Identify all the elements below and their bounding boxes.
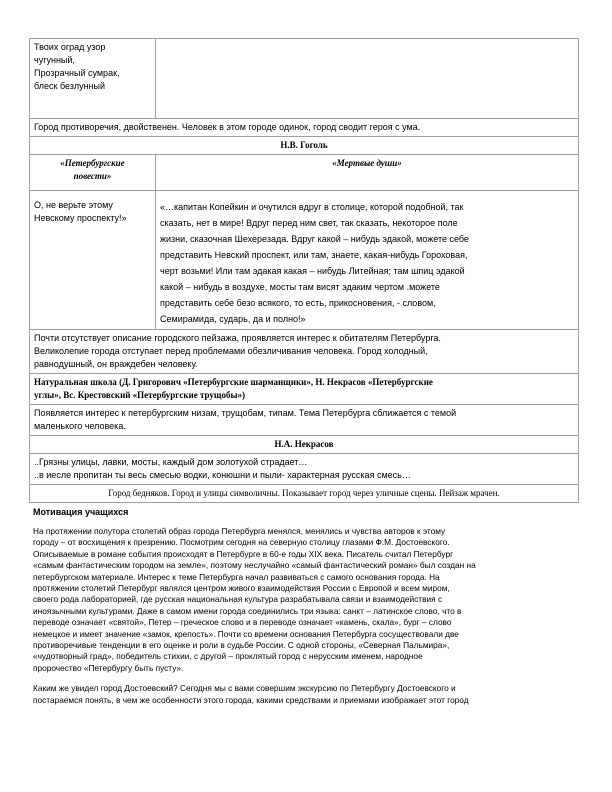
text-line: представить себе безо всякого, то есть, прикосновения, - словом, bbox=[160, 298, 436, 308]
text-line: городу – от восхищения к презрению. Посмотрим сегодня на северную столицу глазами Ф.М. Достоевского. bbox=[33, 537, 450, 548]
text-line: жизни, сказочная Шехерезада. Вдруг какой – нибудь эдакой, можете себе bbox=[160, 234, 469, 244]
table-row bbox=[30, 454, 579, 485]
nekrasov-quote-cell bbox=[30, 454, 579, 485]
text-line: противоречивые тенденции в его оценке и роли в судьбе России. С одной стороны, «Северная Пальмира», bbox=[33, 640, 450, 651]
literature-table bbox=[29, 38, 579, 503]
gogol-work-dead-souls: «Мертвые души» bbox=[156, 155, 579, 191]
table-row bbox=[30, 330, 579, 374]
text-line: протяжении столетий Петербург являлся центром живого взаимодействия России с Европой и всем миром, bbox=[33, 583, 450, 594]
table-row bbox=[30, 155, 579, 191]
natural-school-cell bbox=[30, 374, 579, 405]
table-row bbox=[30, 137, 579, 155]
text-line: черт возьми! Или там эдакая какая – нибудь Литейная; там шпиц эдакой bbox=[160, 266, 465, 276]
low-life-cell bbox=[30, 405, 579, 436]
text-line: представить Невский проспект, или там, знаете, какая-нибудь Гороховая, bbox=[160, 250, 468, 260]
city-contradictions-cell: Город противоречия, двойственен. Человек в этом городе одинок, город сводит героя с ума. bbox=[30, 119, 579, 137]
text-line: Натуральная школа (Д. Григорович «Петербургские шарманщики», Н. Некрасов «Петербургские bbox=[34, 377, 433, 387]
nekrasov-author-heading: Н.А. Некрасов bbox=[30, 436, 579, 454]
text-line: иноязычными культурами. Даже в самом имени города соединились три языка: санкт – латинское слово, что в bbox=[33, 605, 462, 616]
text-line: «…капитан Копейкин и очутился вдруг в столице, которой подобной, так bbox=[160, 202, 464, 212]
text-line: постараемся понять, в чем же особенности этого города, какими средствами и приемами изображает этот город bbox=[33, 694, 469, 705]
text-line: ..в иесле пропитан ты весь смесью водки, конюшни и пыли- характерная русская смесь… bbox=[34, 470, 411, 480]
landscape-absent-cell bbox=[30, 330, 579, 374]
city-of-poor-cell: Город бедняков. Город и улицы символичны. Показывает город через уличные сцены. Пейзаж мрачен. bbox=[30, 485, 579, 503]
gogol-quote-kopeikin bbox=[156, 191, 579, 330]
text-line: ..Грязны улицы, лавки, мосты, каждый дом золотухой страдает… bbox=[34, 457, 308, 467]
gogol-work-petersburg-tales bbox=[30, 155, 156, 191]
gogol-quote-nevsky bbox=[30, 191, 156, 330]
text-line: переводе означает «святой», Петер – греческое слово и в переводе означает «камень, скала», бург – слово bbox=[33, 617, 452, 628]
text-line: Прозрачный сумрак, bbox=[34, 68, 120, 78]
text-line: Почти отсутствует описание городского пейзажа, проявляется интерес к обитателям Петербурга. bbox=[34, 333, 441, 343]
table-row bbox=[30, 485, 579, 503]
table-row bbox=[30, 405, 579, 436]
text-line: повести» bbox=[73, 171, 112, 181]
table-row bbox=[30, 436, 579, 454]
gogol-author-heading: Н.В. Гоголь bbox=[30, 137, 579, 155]
text-line: Появляется интерес к петербургским низам, трущобам, типам. Тема Петербурга сближается с темой bbox=[34, 408, 457, 418]
motivation-paragraph-2 bbox=[33, 683, 577, 706]
text-line: пророчество «Петербургу быть пусту». bbox=[33, 662, 184, 673]
text-line: равнодушный, он враждебен человеку. bbox=[34, 359, 198, 369]
text-line: петербургском материале. Интерес к теме Петербурга начал развиваться с самого основания города. На bbox=[33, 571, 440, 582]
text-line: немецкое и имеет значение «замок, крепость». Почти со времени основания Петербурга сосуществовали две bbox=[33, 628, 459, 639]
text-line: Семирамида, сударь, да и полно!» bbox=[160, 314, 306, 324]
empty-cell bbox=[156, 39, 579, 119]
text-line: чугунный, bbox=[34, 55, 75, 65]
table-row bbox=[30, 39, 579, 119]
text-line: блеск безлунный bbox=[34, 81, 106, 91]
text-line: Описываемые в романе события происходят в Петербурге в 60-е годы XIX века. Писатель считал Петербург bbox=[33, 548, 454, 559]
text-line: маленького человека. bbox=[34, 421, 126, 431]
table-row bbox=[30, 374, 579, 405]
text-line: О, не верьте этому bbox=[34, 200, 113, 210]
text-line: На протяжении полутора столетий образ города Петербурга менялся, менялись и чувства авторов к этому bbox=[33, 526, 446, 536]
text-line: Великолепие города отступает перед проблемами обезличивания человека. Город холодный, bbox=[34, 346, 428, 356]
text-line: сказать, нет в мире! Вдруг перед ним свет, так сказать, некоторое поле bbox=[160, 218, 458, 228]
text-line: Невскому проспекту!» bbox=[34, 213, 127, 223]
table-row bbox=[30, 119, 579, 137]
text-line: своего рода лабораторией, где русская национальная культура разрабатывала связи и взаимодействия с bbox=[33, 594, 443, 605]
motivation-heading: Мотивация учащихся bbox=[33, 507, 129, 517]
text-line: «Петербургские bbox=[60, 158, 125, 168]
page-content bbox=[29, 38, 578, 706]
text-line: «самым фантастическим городом на земле», поэтому неслучайно «самый фантастический роман» был создан на bbox=[33, 560, 476, 571]
text-line: «чудотворный град», победитель стихии, с другой – проклятый город с нерусским именем, народное bbox=[33, 651, 423, 662]
text-line: углы», Вс. Крестовский «Петербургские трущобы») bbox=[34, 390, 245, 400]
poem-fragment-cell bbox=[30, 39, 156, 119]
motivation-paragraph-1 bbox=[33, 526, 577, 674]
text-line: Каким же увидел город Достоевский? Сегодня мы с вами совершим экскурсию по Петербургу Достоевского и bbox=[33, 683, 456, 694]
table-row bbox=[30, 191, 579, 330]
text-line: какой – нибудь в воздухе, мосты там висят эдаким чертом .можете bbox=[160, 282, 440, 292]
text-line: Твоих оград узор bbox=[34, 42, 106, 52]
